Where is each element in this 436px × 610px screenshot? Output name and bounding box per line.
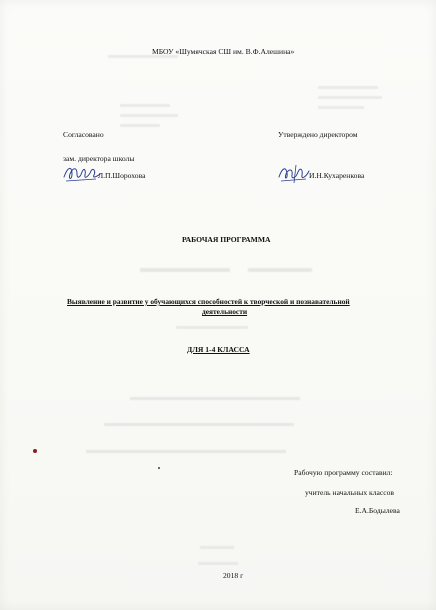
bleed-through-text <box>104 423 294 426</box>
bleed-through-text <box>86 450 286 453</box>
bleed-through-text <box>120 114 178 117</box>
bleed-through-text <box>140 268 230 272</box>
signature-left-icon <box>62 162 102 184</box>
document-year: 2018 г <box>223 571 244 580</box>
bleed-through-text <box>318 86 378 89</box>
author-name: Е.А.Бодылева <box>355 506 400 515</box>
approval-left-position: зам. директора школы <box>63 154 135 163</box>
signature-right-icon <box>276 163 312 185</box>
approval-left-name: Л.П.Шорохова <box>98 171 146 180</box>
bleed-through-text <box>318 106 364 109</box>
document-type: РАБОЧАЯ ПРОГРАММА <box>182 235 271 244</box>
bleed-through-text <box>120 124 160 127</box>
author-line2: учитель начальных классов <box>305 488 394 497</box>
bleed-through-text <box>130 397 300 400</box>
ink-mark <box>33 449 37 453</box>
bleed-through-text <box>198 562 238 565</box>
author-line1: Рабочую программу составил: <box>294 468 393 477</box>
ink-speck <box>158 467 160 469</box>
program-title-line1: Выявление и развитие у обучающихся способностей к творческой и познавательной <box>67 297 350 306</box>
approval-left-status: Согласовано <box>63 130 104 139</box>
approval-right-name: И.Н.Кухаренкова <box>309 171 365 180</box>
school-name: МБОУ «Шумячская СШ им. В.Ф.Алешина» <box>152 47 295 56</box>
program-title-line2: деятельности <box>202 307 248 316</box>
approval-right-status: Утверждено директором <box>278 130 358 139</box>
bleed-through-text <box>200 546 234 549</box>
bleed-through-text <box>318 96 382 99</box>
grades: ДЛЯ 1-4 КЛАССА <box>187 345 250 354</box>
bleed-through-text <box>248 268 312 272</box>
bleed-through-text <box>176 326 248 329</box>
bleed-through-text <box>120 104 170 107</box>
